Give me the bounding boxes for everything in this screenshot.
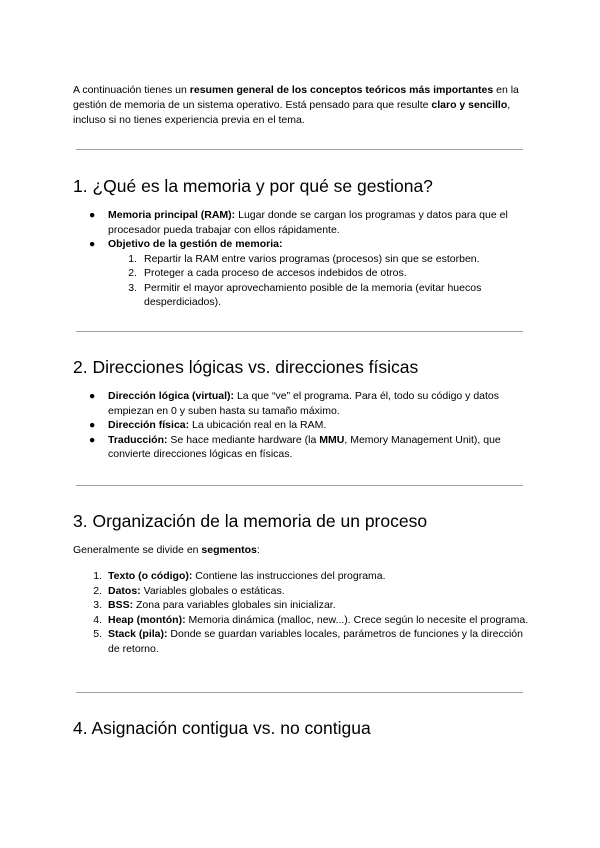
item-text: Contiene las instrucciones del programa.: [192, 570, 386, 582]
list-item: [73, 208, 533, 237]
section-1-list: [73, 208, 533, 310]
term-direccion-fisica: Dirección física:: [108, 419, 190, 431]
term-ram: Memoria principal (RAM):: [108, 209, 236, 221]
intro-text-1: A continuación tienes un: [73, 84, 190, 96]
list-item: [73, 433, 533, 462]
list-item: [73, 613, 533, 628]
definition-ram: Lugar donde se cargan los programas y datos para que el procesador pueda trabajar con ellos rápidamente.: [108, 209, 508, 236]
lead-text: Generalmente se divide en: [73, 544, 202, 556]
item-number: 3.: [128, 281, 137, 294]
section-1-heading: 1. ¿Qué es la memoria y por qué se gestiona?: [73, 176, 433, 196]
intro-bold-1: resumen general de los conceptos teóricos más importantes: [189, 84, 494, 96]
item-term: Texto (o código):: [108, 570, 193, 582]
item-number: 4.: [93, 613, 102, 626]
item-number: 2.: [128, 267, 137, 279]
item-number: 1.: [128, 252, 137, 265]
list-item: [73, 598, 533, 613]
bullet-icon: ●: [89, 433, 96, 446]
list-item: [73, 237, 533, 310]
intro-bold-2: claro y sencillo: [431, 99, 508, 111]
item-number: 1.: [93, 570, 102, 582]
item-text: Memoria dinámica (malloc, new...). Crece según lo necesite el programa.: [185, 613, 529, 626]
bullet-icon: ●: [89, 238, 96, 250]
list-item: [73, 252, 533, 267]
divider-2: [76, 331, 523, 332]
item-text: Variables globales o estáticas.: [140, 584, 285, 597]
item-text: Donde se guardan variables locales, parámetros de funciones y la dirección de retorno.: [108, 628, 523, 655]
list-item: [73, 627, 533, 656]
lead-colon: :: [256, 544, 260, 556]
item-text: Permitir el mayor aprovechamiento posible de la memoria (evitar huecos desperdiciados).: [144, 281, 482, 308]
list-item: [73, 389, 533, 418]
bullet-icon: ●: [89, 390, 96, 402]
section-2-list: [73, 389, 533, 462]
item-number: 5.: [93, 628, 102, 640]
definition-traduccion-1: Se hace mediante hardware (la: [167, 433, 320, 446]
bullet-icon: ●: [89, 419, 96, 431]
list-item: [73, 418, 533, 433]
section-3-heading: 3. Organización de la memoria de un proceso: [73, 511, 428, 531]
list-item: [73, 569, 533, 584]
item-text: Repartir la RAM entre varios programas (procesos) sin que se estorben.: [144, 252, 480, 265]
definition-traduccion-2: , Memory Management Unit), que convierte direcciones lógicas en físicas.: [108, 433, 501, 460]
item-term: Datos:: [108, 584, 141, 597]
item-term: Stack (pila):: [108, 628, 168, 640]
intro-text-2: en la gestión de memoria de un sistema operativo. Está pensado para que resulte: [73, 84, 519, 111]
divider-4: [76, 692, 523, 693]
item-text: Zona para variables globales sin inicializar.: [133, 599, 336, 611]
list-item: [73, 266, 533, 281]
definition-direccion-logica: La que “ve” el programa. Para él, todo su código y datos empiezan en 0 y suben hasta su tamaño máximo.: [108, 390, 500, 417]
intro-text-3: , incluso si no tienes experiencia previa en el tema.: [73, 99, 511, 126]
lead-bold: segmentos: [201, 544, 257, 556]
item-number: 3.: [93, 599, 102, 611]
section-3-list: [73, 569, 533, 656]
item-term: BSS:: [108, 599, 134, 611]
intro-paragraph: [73, 83, 533, 128]
divider-3: [76, 485, 523, 486]
term-traduccion: Traducción:: [108, 433, 168, 446]
item-term: Heap (montón):: [108, 613, 186, 626]
section-3-lead: [73, 543, 260, 558]
item-number: 2.: [93, 584, 102, 597]
list-item: [73, 584, 533, 599]
divider-1: [76, 149, 523, 150]
section-4-heading: 4. Asignación contigua vs. no contigua: [73, 718, 371, 738]
term-objetivo: Objetivo de la gestión de memoria:: [108, 238, 283, 250]
item-text: Proteger a cada proceso de accesos indebidos de otros.: [144, 267, 407, 279]
section-2-heading: 2. Direcciones lógicas vs. direcciones físicas: [73, 357, 419, 377]
bullet-icon: ●: [89, 209, 96, 221]
term-direccion-logica: Dirección lógica (virtual):: [108, 390, 235, 402]
list-item: [73, 281, 533, 310]
definition-direccion-fisica: La ubicación real en la RAM.: [189, 419, 327, 431]
term-mmu: MMU: [319, 433, 345, 446]
objetivo-sublist: [73, 252, 533, 310]
